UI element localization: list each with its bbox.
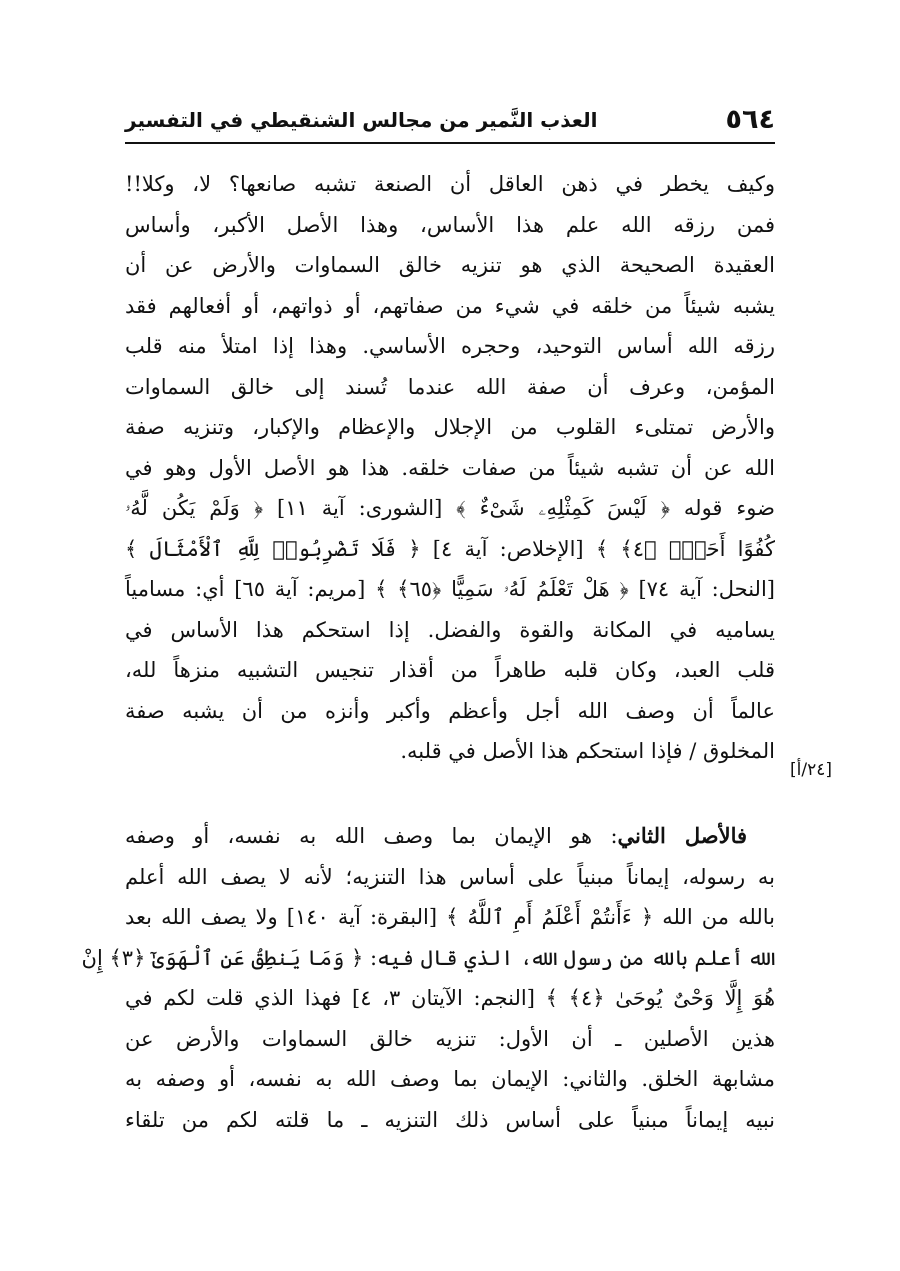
running-title: العذب النَّمير من مجالس الشنقيطي في التفسير bbox=[125, 108, 598, 132]
text-run: : هو الإيمان بما وصف الله به نفسه، أو وصفه bbox=[125, 824, 618, 848]
text-line: الله عن أن تشبه شيئاً من صفات خلقه. هذا هو الأصل الأول وهو في bbox=[125, 455, 775, 480]
text-line: مشابهة الخلق. والثاني: الإيمان بما وصف الله به نفسه، أو وصفه به bbox=[125, 1067, 775, 1091]
page-number: ٥٦٤ bbox=[725, 104, 775, 135]
text-line: والأرض تمتلىء القلوب من الإجلال والإعظام والإكبار، وتنزيه صفة bbox=[125, 415, 775, 439]
text-line: المخلوق / فإذا استحكم هذا الأصل في قلبه. bbox=[400, 739, 775, 763]
text-line: قلب العبد، وكان قلبه طاهراً من أقذار تنجيس التشبيه منزهاً لله، bbox=[125, 658, 775, 682]
text-line: كُفُوًا أَحَدٌۢ ﴿٤﴾ ﴾ [الإخلاص: آية ٤] ﴿ فَلَا تَضْرِبُوا۟ لِلَّهِ ٱلْأَمْثَالَ ﴾ bbox=[125, 536, 775, 561]
page-header bbox=[125, 104, 775, 140]
manuscript-margin-note: [٢٤/أ] bbox=[790, 760, 832, 780]
text-line: رزقه الله أساس التوحيد، وحجره الأساسي. وهذا إذا امتلأ منه قلب bbox=[125, 334, 775, 358]
text-line: ضوء قوله ﴿ لَيْسَ كَمِثْلِهِۦ شَىْءٌ ﴾ [الشورى: آية ١١] ﴿ وَلَمْ يَكُن لَّهُۥ bbox=[125, 496, 775, 520]
text-line: يشبه شيئاً من خلقه في شيء من صفاتهم، أو ذواتهم، أو أفعالهم فقد bbox=[125, 293, 775, 318]
header-divider bbox=[125, 142, 775, 144]
section-lead: فالأصل الثاني bbox=[617, 823, 748, 848]
text-line: المؤمن، وعرف أن صفة الله عندما تُسند إلى خالق السماوات bbox=[125, 374, 775, 399]
text-line: بالله من الله ﴿ ءَأَنتُمْ أَعْلَمُ أَمِ ٱللَّهُ ﴾ [البقرة: آية ١٤٠] ولا يصف الله بعد bbox=[125, 905, 775, 929]
paragraph-1 bbox=[125, 164, 775, 772]
text-line: هذين الأصلين ـ أن الأول: تنزيه خالق السماوات والأرض عن bbox=[125, 1026, 775, 1051]
text-line: هُوَ إِلَّا وَحْىٌ يُوحَىٰ ﴿٤﴾ ﴾ [النجم: الآيتان ٣، ٤] فهذا الذي قلت لكم في bbox=[125, 986, 776, 1010]
paragraph-2 bbox=[81, 816, 776, 1140]
text-line bbox=[125, 816, 775, 857]
text-line: العقيدة الصحيحة الذي هو تنزيه خالق السماوات والأرض عن أن bbox=[125, 253, 775, 277]
text-line: نبيه إيماناً مبنياً على أساس ذلك التنزيه ـ ما قلته لكم من تلقاء bbox=[125, 1107, 775, 1132]
text-line: عالماً أن وصف الله أجل وأعظم وأكبر وأنزه من أن يشبه صفة bbox=[125, 698, 775, 723]
text-line: وكيف يخطر في ذهن العاقل أن الصنعة تشبه صانعها؟ لا، وكلا!! bbox=[125, 172, 775, 196]
text-line: الله أعلم بالله من رسول الله، الذي قال فيه: ﴿ وَمَا يَنطِقُ عَنِ ٱلْهَوَىٰٓ ﴿٣﴾ إِنْ bbox=[81, 945, 775, 970]
text-line: فمن رزقه الله علم هذا الأساس، وهذا الأصل الأكبر، وأساس bbox=[125, 212, 775, 237]
text-line: يساميه في المكانة والقوة والفضل. إذا استحكم هذا الأساس في bbox=[125, 617, 775, 642]
text-line: [النحل: آية ٧٤] ﴿ هَلْ تَعْلَمُ لَهُۥ سَمِيًّا ﴿٦٥﴾ ﴾ [مريم: آية ٦٥] أي: مسامياً bbox=[125, 577, 775, 601]
text-line: به رسوله، إيماناً مبنياً على أساس هذا التنزيه؛ لأنه لا يصف الله أعلم bbox=[125, 864, 775, 889]
